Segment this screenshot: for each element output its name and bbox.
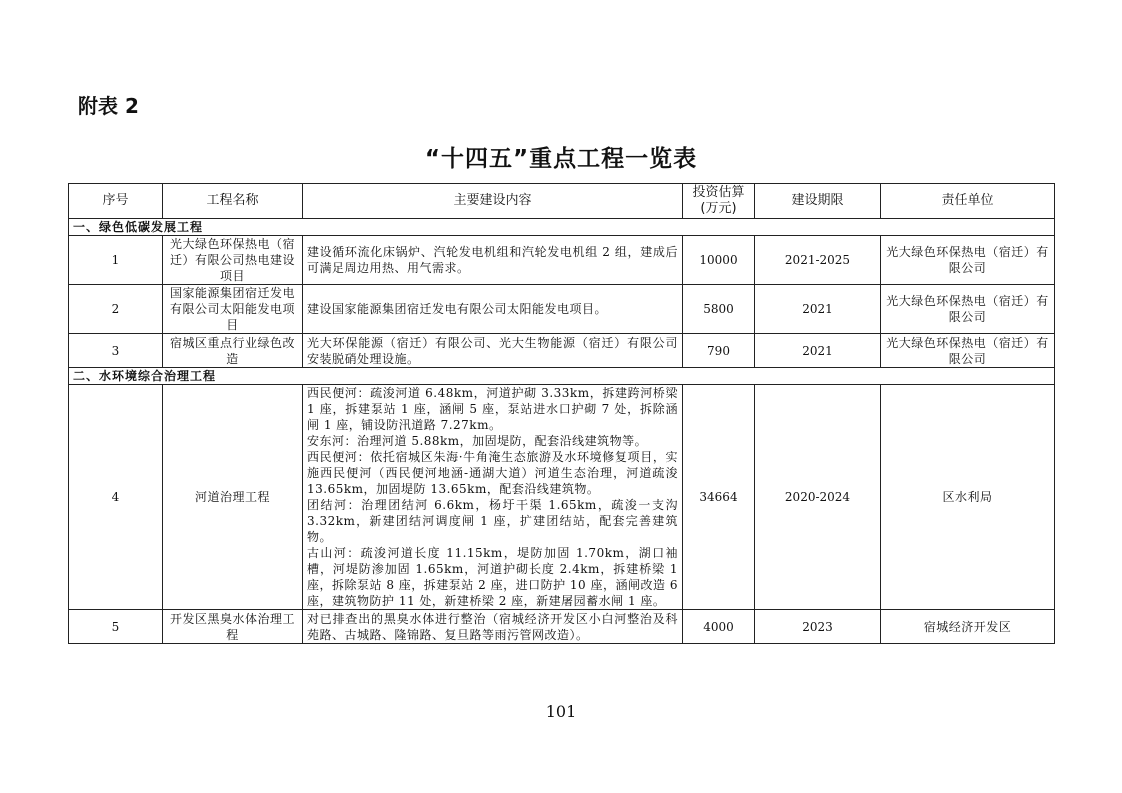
row-investment: 34664 xyxy=(683,385,755,610)
row-no: 5 xyxy=(69,610,163,644)
row-no: 1 xyxy=(69,236,163,285)
header-no: 序号 xyxy=(69,184,163,219)
row-project-name: 河道治理工程 xyxy=(163,385,303,610)
row-period: 2021-2025 xyxy=(755,236,881,285)
table-row xyxy=(69,334,1055,368)
header-project-name: 工程名称 xyxy=(163,184,303,219)
header-unit: 责任单位 xyxy=(881,184,1055,219)
table-row xyxy=(69,610,1055,644)
row-investment: 790 xyxy=(683,334,755,368)
row-project-name: 宿城区重点行业绿色改造 xyxy=(163,334,303,368)
content-line: 西民便河：疏浚河道 6.48km，河道护砌 3.33km，拆建跨河桥梁 1 座，拆建泵站 1 座，涵闸 5 座，泵站进水口护砌 7 处，拆除涵闸 1 座，铺设防汛道路 7.27km。 xyxy=(307,386,678,432)
header-content: 主要建设内容 xyxy=(303,184,683,219)
row-project-name: 光大绿色环保热电（宿迁）有限公司热电建设项目 xyxy=(163,236,303,285)
header-period: 建设期限 xyxy=(755,184,881,219)
category-row xyxy=(69,368,1055,385)
table-header-row xyxy=(69,184,1055,219)
row-unit: 光大绿色环保热电（宿迁）有限公司 xyxy=(881,334,1055,368)
row-content: 光大环保能源（宿迁）有限公司、光大生物能源（宿迁）有限公司安装脱硝处理设施。 xyxy=(303,334,683,368)
table-row xyxy=(69,285,1055,334)
category-label: 二、水环境综合治理工程 xyxy=(69,368,1055,385)
row-no: 2 xyxy=(69,285,163,334)
projects-table xyxy=(68,183,1055,644)
content-line: 古山河：疏浚河道长度 11.15km，堤防加固 1.70km，湖口袖槽，河堤防渗加固 1.65km，河道护砌长度 2.4km，拆建桥梁 1 座，拆除泵站 8 座，拆建泵站 2 座，进口防护 10 座，涵闸改造 6 座，建筑物防护 11 处，新建桥梁 2 座，新建屠园蓄水闸 1 座。 xyxy=(307,546,678,608)
category-row xyxy=(69,219,1055,236)
row-period: 2021 xyxy=(755,285,881,334)
row-project-name: 开发区黑臭水体治理工程 xyxy=(163,610,303,644)
row-content: 建设循环流化床锅炉、汽轮发电机组和汽轮发电机组 2 组，建成后可满足周边用热、用气需求。 xyxy=(303,236,683,285)
row-unit: 光大绿色环保热电（宿迁）有限公司 xyxy=(881,285,1055,334)
header-investment: 投资估算 (万元) xyxy=(683,184,755,219)
category-label: 一、绿色低碳发展工程 xyxy=(69,219,1055,236)
content-line: 西民便河：依托宿城区朱海·牛角淹生态旅游及水环境修复项目，实施西民便河（西民便河地涵-通湖大道）河道生态治理，河道疏浚 13.65km，加固堤防 13.65km，配套沿线建筑物。 xyxy=(307,450,678,496)
table-row xyxy=(69,236,1055,285)
row-investment: 5800 xyxy=(683,285,755,334)
row-content: 建设国家能源集团宿迁发电有限公司太阳能发电项目。 xyxy=(303,285,683,334)
page-number: 101 xyxy=(545,702,577,721)
content-line: 团结河：治理团结河 6.6km，杨圩干渠 1.65km，疏浚一支沟 3.32km，新建团结河调度闸 1 座，扩建团结站，配套完善建筑物。 xyxy=(307,498,678,544)
row-period: 2021 xyxy=(755,334,881,368)
row-unit: 光大绿色环保热电（宿迁）有限公司 xyxy=(881,236,1055,285)
row-no: 4 xyxy=(69,385,163,610)
row-no: 3 xyxy=(69,334,163,368)
row-period: 2020-2024 xyxy=(755,385,881,610)
row-investment: 10000 xyxy=(683,236,755,285)
row-period: 2023 xyxy=(755,610,881,644)
row-content xyxy=(303,385,683,610)
table-row xyxy=(69,385,1055,610)
row-content: 对已排查出的黑臭水体进行整治（宿城经济开发区小白河整治及科苑路、古城路、隆锦路、复旦路等雨污管网改造）。 xyxy=(303,610,683,644)
row-unit: 宿城经济开发区 xyxy=(881,610,1055,644)
document-title: “十四五”重点工程一览表 xyxy=(424,146,698,172)
row-project-name: 国家能源集团宿迁发电有限公司太阳能发电项目 xyxy=(163,285,303,334)
appendix-label: 附表 2 xyxy=(78,94,139,118)
row-unit: 区水利局 xyxy=(881,385,1055,610)
content-line: 安东河：治理河道 5.88km，加固堤防，配套沿线建筑物等。 xyxy=(307,434,648,448)
row-investment: 4000 xyxy=(683,610,755,644)
